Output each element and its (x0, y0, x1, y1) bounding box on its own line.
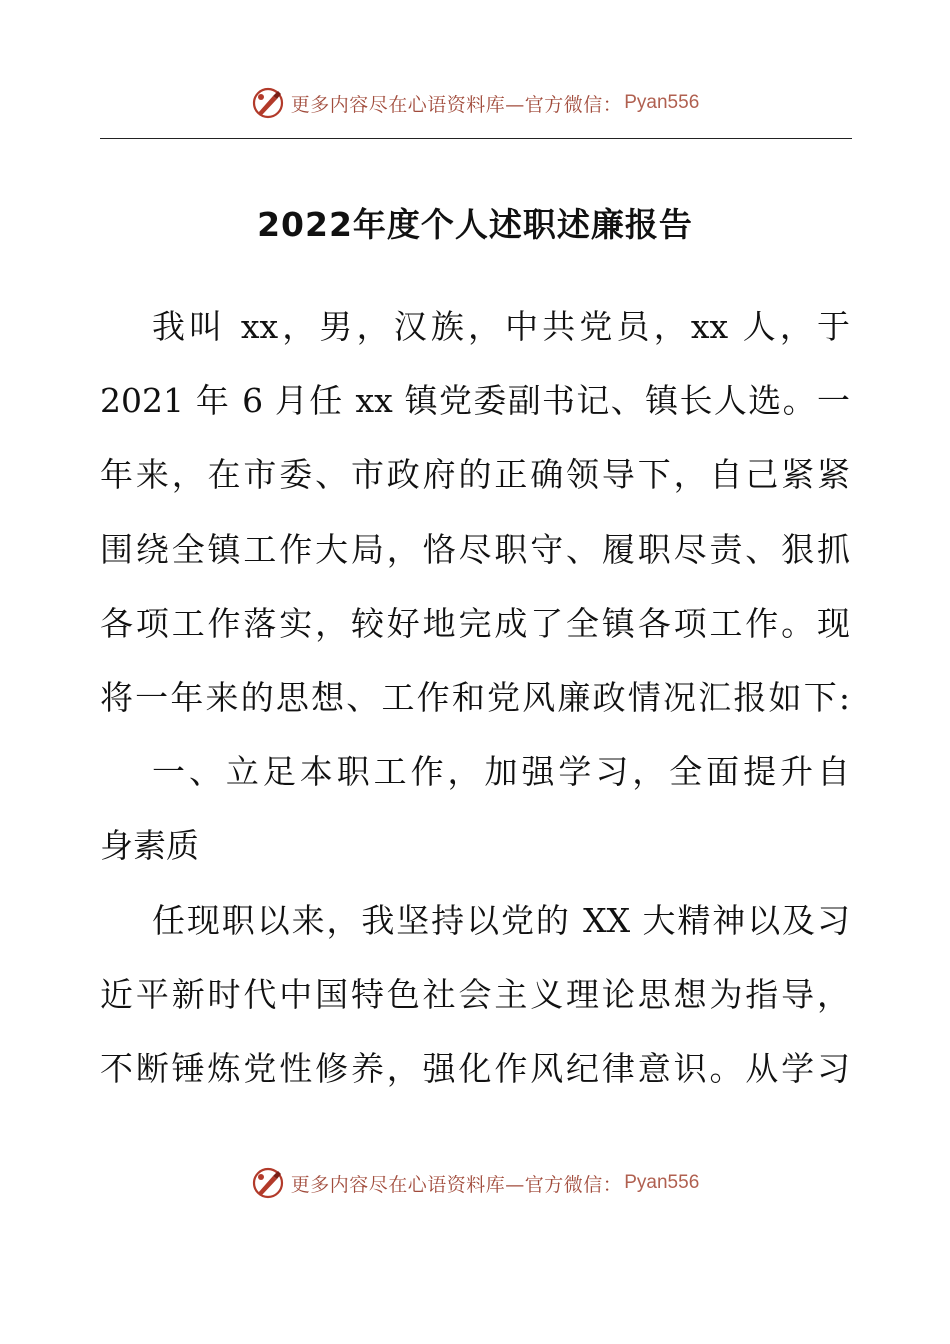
body-line: 不断锤炼党性修养，强化作风纪律意识。从学习 (100, 1048, 850, 1088)
pen-nib-logo-icon (251, 86, 285, 120)
header-banner (0, 80, 950, 126)
section-heading-line: 身素质 (100, 826, 199, 866)
body-line: 近平新时代中国特色社会主义理论思想为指导， (100, 974, 850, 1014)
pen-nib-logo-icon (251, 1166, 285, 1200)
body-line: 任现职以来，我坚持以党的 XX 大精神以及习 (152, 900, 850, 940)
body-line: 年来，在市委、市政府的正确领导下，自己紧紧 (100, 455, 850, 495)
header-banner-wechat-id: Pyan556 (624, 92, 700, 113)
footer-banner-wechat-id: Pyan556 (624, 1172, 700, 1193)
section-heading-line: 一、立足本职工作，加强学习，全面提升自 (152, 752, 850, 792)
body-line: 2021 年 6 月任 xx 镇党委副书记、镇长人选。一 (100, 381, 850, 421)
document-body (100, 290, 850, 1106)
header-banner-text: 更多内容尽在心语资料库—官方微信： (290, 93, 623, 116)
footer-banner (0, 1160, 950, 1206)
header-divider (100, 138, 852, 139)
document-title: 2022年度个人述职述廉报告 (257, 205, 693, 244)
footer-banner-text: 更多内容尽在心语资料库—官方微信： (290, 1173, 623, 1196)
body-line: 我叫 xx，男，汉族，中共党员，xx 人，于 (152, 307, 850, 346)
body-line: 各项工作落实，较好地完成了全镇各项工作。现 (100, 603, 850, 643)
body-line: 将一年来的思想、工作和党风廉政情况汇报如下: (100, 677, 850, 717)
body-line: 围绕全镇工作大局，恪尽职守、履职尽责、狠抓 (100, 529, 850, 569)
